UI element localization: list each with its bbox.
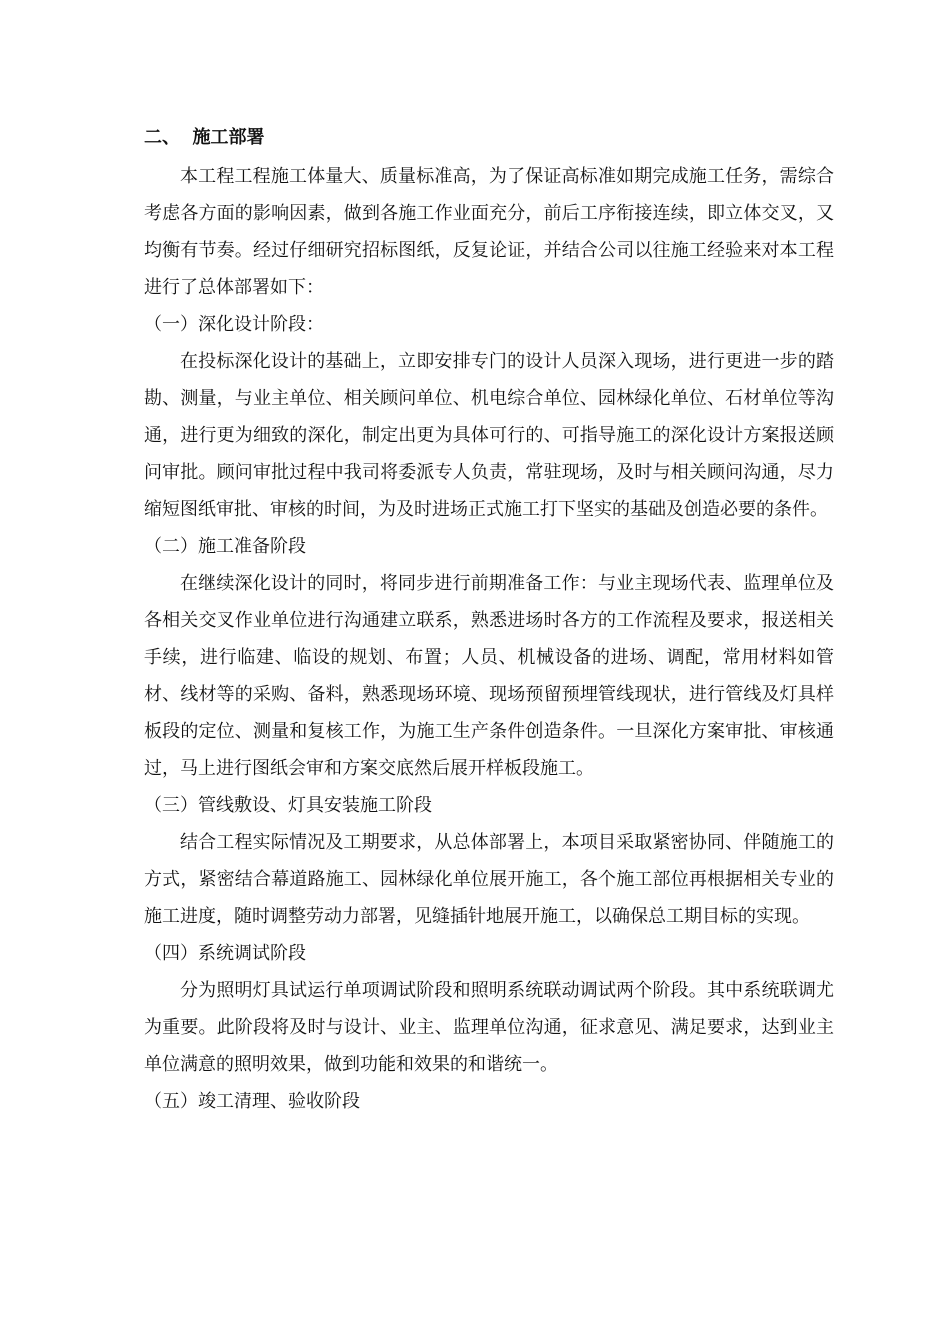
phase-1-label: （一） <box>144 314 198 335</box>
phase-1-heading <box>144 306 834 343</box>
phase-2-heading <box>144 528 834 565</box>
phase-3-title: 管线敷设、灯具安装施工阶段 <box>198 795 432 816</box>
phase-5-title: 竣工清理、验收阶段 <box>198 1091 360 1112</box>
section-number: 二、 <box>144 127 180 148</box>
phase-4-title: 系统调试阶段 <box>198 943 306 964</box>
phase-4-label: （四） <box>144 943 198 964</box>
phase-4-paragraph: 分为照明灯具试运行单项调试阶段和照明系统联动调试两个阶段。其中系统联调尤为重要。此阶段将及时与设计、业主、监理单位沟通，征求意见、满足要求，达到业主单位满意的照明效果，做到功能和效果的和谐统一。 <box>144 980 834 1075</box>
phase-2-title: 施工准备阶段 <box>198 536 306 557</box>
phase-3-paragraph: 结合工程实际情况及工期要求，从总体部署上，本项目采取紧密协同、伴随施工的方式，紧密结合幕道路施工、园林绿化单位展开施工，各个施工部位再根据相关专业的施工进度，随时调整劳动力部署，见缝插针地展开施工，以确保总工期目标的实现。 <box>144 832 834 927</box>
phase-5-heading <box>144 1083 834 1120</box>
phase-5-label: （五） <box>144 1091 198 1112</box>
phase-1-title: 深化设计阶段： <box>198 314 324 335</box>
phase-3-heading <box>144 787 834 824</box>
phase-4-heading <box>144 935 834 972</box>
intro-paragraph: 本工程工程施工体量大、质量标准高，为了保证高标准如期完成施工任务，需综合考虑各方面的影响因素，做到各施工作业面充分，前后工序衔接连续，即立体交叉，又均衡有节奏。经过仔细研究招标图纸，反复论证，并结合公司以往施工经验来对本工程进行了总体部署如下： <box>144 166 834 298</box>
phase-3-label: （三） <box>144 795 198 816</box>
section-heading <box>144 118 834 158</box>
section-title: 施工部署 <box>192 127 265 148</box>
phase-2-paragraph: 在继续深化设计的同时，将同步进行前期准备工作：与业主现场代表、监理单位及各相关交叉作业单位进行沟通建立联系，熟悉进场时各方的工作流程及要求，报送相关手续，进行临建、临设的规划、布置；人员、机械设备的进场、调配，常用材料如管材、线材等的采购、备料，熟悉现场环境、现场预留预埋管线现状，进行管线及灯具样板段的定位、测量和复核工作，为施工生产条件创造条件。一旦深化方案审批、审核通过，马上进行图纸会审和方案交底然后展开样板段施工。 <box>144 573 834 779</box>
document-page <box>144 118 834 1120</box>
phase-1-paragraph: 在投标深化设计的基础上，立即安排专门的设计人员深入现场，进行更进一步的踏勘、测量，与业主单位、相关顾问单位、机电综合单位、园林绿化单位、石材单位等沟通，进行更为细致的深化，制定出更为具体可行的、可指导施工的深化设计方案报送顾问审批。顾问审批过程中我司将委派专人负责，常驻现场，及时与相关顾问沟通，尽力缩短图纸审批、审核的时间，为及时进场正式施工打下坚实的基础及创造必要的条件。 <box>144 351 834 520</box>
phase-2-label: （二） <box>144 536 198 557</box>
